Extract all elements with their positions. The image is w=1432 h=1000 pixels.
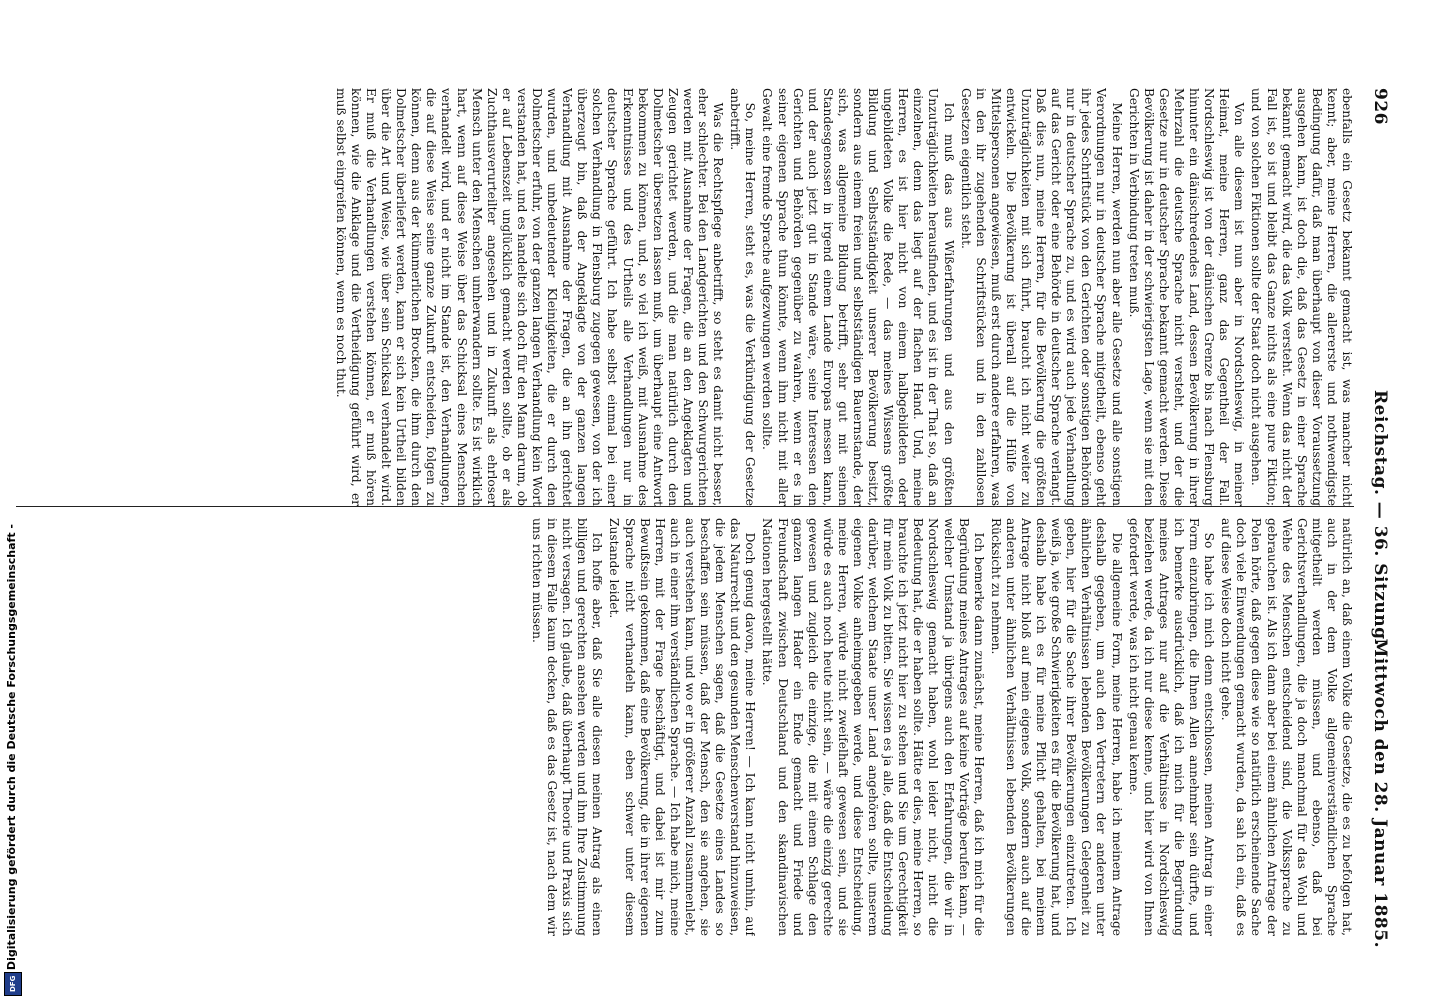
paragraph: Was die Rechtspflege anbetrifft, so steht es damit nicht besser, eher schlechter. Bei den Landgerichten und den Schwurgerichten werden mit Ausnahme der Fragen, die an den Angeklagten und Zeugen gerichtet werden, und die man natürlich durch den Dolmetscher übersetzen lassen muß, um überhaupt eine Antwort bekommen zu können, und, so viel ich weiß, mit Ausnahme des Erkenntnisses und des Urtheils alle Verhandlungen nur in deutscher Sprache geführt. Ich habe selbst einmal bei einer solchen Verhandlung in Flensburg zugegen gewesen, von der ich überzeugt bin, daß der Angeklagte von der ganzen langen Verhandlung mit Ausnahme der Fragen, die an ihn gerichtet wurden, und unbedeutender Kleinigkeiten, die er durch den Dolmetscher erfuhr, von der ganzen langen Verhandlung kein Wort verstanden hat, und es handelte sich doch für den Mann darum, ob er auf Lebenszeit unglücklich gemacht werden sollte, ob er als Zuchthausverurteilter angesehen und in Zukunft als ehrloser Mensch unter den Menschen umherwandern sollte. Es ist wirklich hart, wenn auf diese Weise über das Schicksal eines Menschen verhandelt wird, und er nicht im Stande ist, den Verhandlungen, die auf diese Weise seine ganze Zukunft entscheiden, folgen zu können, denn aus der kümmerlichen Brocken, die ihm durch den Dolmetscher überliefert werden, kann er sich kein Urtheil bilden über die Art und Weise, wie über sein Schicksal verhandelt wird. Er muß die Verhandlungen verstehen können, er muß hören können, wie die Anklage und die Vertheidigung geführt wird, er muß selbst eingreifen können, wenn es noch thut. xyxy=(333,88,726,506)
paragraph: So, meine Herren, steht es, was die Verkündigung der Gesetze anbetrifft. xyxy=(728,88,758,506)
paragraph: Die allgemeine Form, meine Herren, habe ich meinem Antrage deshalb gegeben, um auch den Vertretern der anderen unter ähnlichen Verhältnissen lebenden Bevölkerungen Gelegenheit zu geben, hier für die Sache ihrer Bevölkerungen einzutreten. Ich weiß ja, wie große Schwierigkeiten es für die Bevölkerung hat, und deshalb habe ich es für meine Pflicht gehalten, bei meinem Antrage nicht bloß auf mein eigenes Volk, sondern auch auf die anderen unter ähnlichen Verhältnissen lebenden Bevölkerungen Rücksicht zu nehmen. xyxy=(988,518,1124,936)
session-date: Mittwoch den 28. Januar 1885. xyxy=(1370,638,1390,948)
paragraph: So habe ich mich denn entschlossen, meinen Antrag in einer Form einzubringen, die Ihnen Allen annehmbar sein dürfte, und ich bemerke ausdrücklich, daß ich mich für die Begründung meines Antrages nur auf die Verhältnisse in Nordschleswig beziehen werde, da ich nur diese kenne, und hier wird von Ihnen gefordert werde, was ich nicht genau kenne. xyxy=(1126,518,1217,936)
running-title: Reichstag. — 36. Sitzung. xyxy=(1370,390,1390,646)
paragraph: natürlich an, daß einem Volke die Gesetze, die es zu befolgen hat, auch in der dem Volke allgemeinverständlichen Sprache mitgetheilt werden müssen, und ebenso, daß bei Gerichtsverhandlungen, die ja doch manchmal für das Wohl und Wehe des Menschen entscheidend sind, die Volkssprache zu gebrauchen ist. Als ich dann aber bei einem ähnlichen Antrage der Polen hörte, daß gegen diese wie so natürlich erscheinende Sache doch viele Einwendungen gemacht wurden, da sah ich ein, daß es auf diese Weise doch nicht gehe. xyxy=(1219,518,1354,936)
paragraph: Ich hoffe aber, daß Sie alle diesen meinen Antrag als einen billigen und gerechten ansehen werden und ihm Ihre Zustimmung nicht versagen. Ich glaube, daß überhaupt Theorie und Praxis sich in diesem Falle kaum decken, daß es das Gesetz ist, nach dem wir uns richten müssen. xyxy=(530,518,605,936)
paragraph: Von alle diesem ist nun aber in Nordschleswig, in meiner Heimat, meine Herren, ganz das Gegentheil der Fall. Nordschleswig ist von der dänischen Grenze bis nach Flensburg hinunter ein dänischredendes Land, dessen Bevölkerung in ihrer Mehrzahl die deutsche Sprache nicht versteht, und der die Gesetze nur in deutscher Sprache bekannt gemacht werden. Diese Bevölkerung ist daher in der schwierigsten Lage, wenn sie mit den Gerichten in Verbindung treten muß. xyxy=(1126,88,1247,506)
page-number: 926 xyxy=(1370,88,1390,125)
paragraph: Ich muß das aus Wißerfahrungen und aus den größten Unzuträglichkeiten herausfinden, und es ist in der That so, daß an einzelnen, denn das liegt auf der flachen Hand. Und, meine Herren, es ist hier nicht von einem halbgebildeten oder ungebildeten Volke die Rede, — das meines Wissens größte Bildung und Selbstständigkeit unserer Bevölkerung besitzt, sondern aus einem freien und selbstständigen Bauernstande, der sich, was allgemeine Bildung betrifft, sehr gut mit seinen Standesgenossen in irgend einem Lande Europas messen kann, und der auch jetzt gut in Stande wäre, seine Interessen den Gerichten und Behörden gegenüber zu wahren, wenn er es in seiner eigenen Sprache thun könnte, wenn ihm nicht mit aller Gewalt eine fremde Sprache aufgezwungen werden sollte. xyxy=(760,88,956,506)
paragraph: Meine Herren, werden nun aber alle Gesetze und alle sonstigen Verordnungen nur in deutscher Sprache mitgetheilt, ebenso geht ihr jedes Schriftstück von den Gerichten oder sonstigen Behörden nur in deutscher Sprache zu, und es wird auch jede Verhandlung auf das Gericht oder eine Behörde in deutscher Sprache verlangt. Daß dies nun, meine Herren, für die Bevölkerung die größten Unzuträglichkeiten mit sich führt, braucht ich nicht weiter zu entwickeln. Die Bevölkerung ist überall auf die Hülfe von Mittelspersonen angewiesen, muß erst durch andere erfahren, was in den ihr zugehenden Schriftstücken und in den zahllosen Gesetzen eigentlich steht. xyxy=(958,88,1124,506)
paragraph: Ich bemerke dann zunächst, meine Herren, daß ich mich für die Begründung meines Antrages auf keine Vorträge berufen kann, — welcher Umstand ja übrigens auch den Erfahrungen, die wir in Nordschleswig gemacht haben, wohl leider nicht, nicht die Bedeutung hat, die er haben sollte. Hätte er dies, meine Herren, so brauchte ich jetzt nicht hier zu stehen und Sie um Gerechtigkeit für mein Volk zu bitten. Sie wissen es ja alle, daß die Entscheidung darüber, welchem Staate unser Land angehören sollte, unserem eigenen Volke anheimgegeben werde, und diese Entscheidung, meine Herren, würde nicht zweifelhaft gewesen sein, und sie würde es auch noch heute nicht sein, — wäre die einzig gerechte gewesen und zugleich die einzige, die mit einem Schlage den ganzen langen Hader ein Ende gemacht und Friede und Freundschaft zwischen Deutschland und den skandinavischen Nationen hergestellt hätte. xyxy=(760,518,986,936)
paragraph: Doch genug davon, meine Herren! — Ich kann nicht umhin, auf das Naturrecht und den gesunden Menschenverstand hinzuweisen, die jedem Menschen sagen, daß die Gesetze eines Landes so beschaffen sein müssen, daß der Mensch, den sie angehen, sie auch verstehen kann, und wo er in größerer Anzahl zusammenlebt, auch in einer ihm verständlichen Sprache. — Ich habe mich, meine Herren, mit der Frage beschäftigt, und dabei ist mir zum Bewußtsein gekommen, daß eine Bevölkerung, die in ihrer eigenen Sprache nicht verhandeln kann, eben schwer unter diesem Zustande leidet. xyxy=(607,518,758,936)
page-header xyxy=(1362,88,1390,948)
text-column-right xyxy=(14,88,1354,506)
text-column-left xyxy=(14,518,1354,936)
dfg-logo: DFG xyxy=(4,972,22,996)
paragraph: ebenfalls ein Gesetz bekannt gemacht ist, was mancher nicht kennt; aber, meine Herren, die allererste und nothwendigste Bedingung dafür, daß man überhaupt von dieser Voraussetzung ausgehen kann, ist doch die, daß das Gesetz in einer Sprache bekannt gemacht wird, die das Volk versteht. Wenn das nicht der Fall ist, so ist und bleibt das Ganze nichts als eine pure Fiktion; und von solchen Fiktionen sollte der Staat doch nicht ausgehen. xyxy=(1249,88,1354,506)
digitization-footer xyxy=(1,523,23,998)
funding-notice: Digitalisierung gefördert durch die Deutsche Forschungsgemeinschaft - xyxy=(5,523,18,970)
column-divider xyxy=(16,506,1354,507)
